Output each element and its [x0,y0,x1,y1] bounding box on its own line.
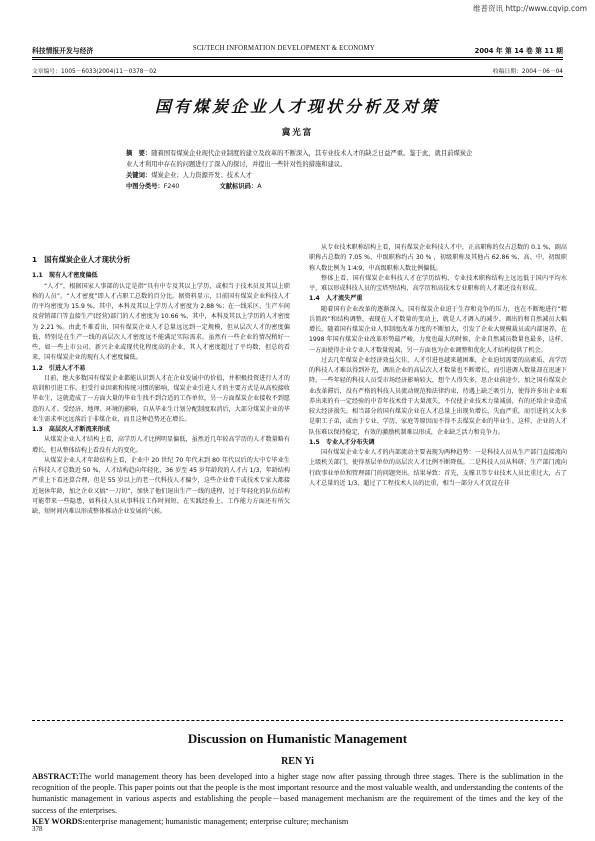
subsection-1-1: 1.1 现有人才密度偏低 [32,272,98,280]
class-label: 中图分类号： [126,183,164,190]
english-keywords-text: enterprise management; humanistic management; enterprise culture; mechanism [85,816,349,826]
paragraph: 从煤炭企业人才年龄结构上看，企业中 20 世纪 70 年代末到 80 年代以后的大中专毕业生占科技人才总数近 50 %，人才结构趋向年轻化，36 岁至 45 岁年龄段的人才占 1/3，年龄结构严重上下看还算合理，但是 55 岁以上的老一代科技人才偏少，这些企业骨干或技术专家大都接近退休年龄，加之企业又搞“一刀切”，加快了他们退出生产一线的进程，过于年轻化的队伍结构可能带来一些隐患，如科技人员从事科技工作时间短，在实践经验上、工作能力方面还有所欠缺，短时间内难以形成整体推动企业发展的气候。 [32,456,290,515]
paragraph: 随着国有企业改革的逐渐深入，国有煤炭企业迫于生存和竞争的压力，也在不断地进行“精兵简政”和结构调整，表现在人才数量的变动上，就是人才调入的减少、调出的和自然减员大幅增长。随着国有煤炭企业人事制度改革力度的不断加大，引发了企业大规模裁员或内部退养，在 1998 年国有煤炭企业改革形势最严峻，力度也最大的时候，企业自然减员数量也最多，这样，一方面使得企业专业人才数量锐减，另一方面也为企业调整和优化人才结构提供了机会。 [309,305,567,354]
article-meta [32,66,563,75]
subsection-1-4: 1.4 人才流失严重 [309,295,363,303]
paragraph: “人才”，根据国家人事部的认定是指“具有中专及其以上学历，或相当于技术员及其以上职称的人员”。“人才密度”即人才占职工总数的百分比。据资料显示，目前国有煤炭企业科技人才的平均密度为 15.9 %，其中，本科及其以上学历人才密度为 2.88 %；在一线采区、生产车间及营销部门等直接生产(经营)部门的人才密度为 10.66 %，其中，本科及其以上学历的人才密度为 2.21 %。由此不难看出，国有煤炭企业人才总量远远到一定规模，但从层次人才的密度偏低，特别是在生产一线的高层次人才密度远不能满足实际需求。虽然有一些企业的情况稍好一些，如一些上市公司、新兴企业或现代化程度高的企业，其人才密度超过了平均数，但总的看来，国有煤炭企业的现有人才密度偏低。 [32,282,290,362]
chinese-abstract [126,148,476,192]
header-rule-thin [32,59,563,60]
subsection-1-3: 1.3 高层次人才断流来形成 [32,426,110,433]
journal-name: 科技情报开发与经济 [32,47,94,55]
header-rule [32,57,563,58]
keywords-label: 关键词： [126,172,152,179]
subsection-1-2: 1.2 引进人才不易 [32,364,86,372]
paper-author: 冀光富 [281,128,314,138]
journal-english-name: SCI/TECH INFORMATION DEVELOPMENT & ECONOMY [192,45,375,52]
english-keywords-row [32,816,563,827]
source-watermark: 维普资讯 http://www.cqvip.com [472,4,587,13]
paragraph: 过去几年煤炭企业经济效益欠佳，人才引进也越来越困难，企业迫切需要的高素质、高学历的科技人才难以得到补充，调出企业的高层次人才数量也不断增长，而引进调入数量却在迅速下降。一些年轻的科技人员受市场经济影响较大，想个人得失多，思企业前途少，加之国有煤炭企业改革滞后，没有严格的科技人员流动规范和法律约束，待遇上缺乏吸引力，使得许多出企业难养出来的有一定经验的中青年技术骨干大量流失，不仅使企业技术力量减弱，有的还给企业造成较大经济损失。相当部分的国有煤炭企业在人才总量上出现负增长，失血严重，而引进的又大多是职工子弟，或由于专业、学历、家庭等原因而不得不去煤炭企业的毕业生。这样，企业的人才队伍难以保持稳定，有效的激励机制难以形成，企业缺乏活力和竞争力。 [309,356,567,436]
english-title: Discussion on Humanistic Management [187,731,408,746]
english-keywords-label: KEY WORDS: [32,816,85,826]
abstract-body [126,148,476,170]
document-code [219,181,261,192]
right-column [309,243,567,489]
classification-row [126,181,476,192]
paragraph: 整体上看，国有煤炭企业科技人才在学历结构、专业技术职称结构上远远低于国内平均水平，难以形成科技人员的宝塔型结构，高学历和高技术专业职称的人才都还没有形成。 [309,274,567,292]
running-header [32,45,563,55]
class-value: F240 [163,183,180,190]
article-number: 文章编号：1005－6033(2004)11－0378－02 [32,69,157,75]
doc-value: A [257,183,262,190]
left-column [32,253,290,517]
abstract-text: 随着国有煤炭企业现代企业制度的建立及改革的不断深入，其专业技术人才的缺乏日益严重。鉴于此，就目前煤炭企业人才利用中存在的问题进行了深入的探讨，并提出一些针对性的措施和建议。 [126,150,473,168]
subsection-1-5: 1.5 专业人才分布失调 [309,438,375,446]
paragraph: 从专业技术职称结构上看，国有煤炭企业科技人才中，正高职称的仅占总数的 0.1 %，副高职称占总数的 7.05 %，中级职称约占 30 % ，初级职称及其他占 62.86 %，高、中、初级职称人数比例为 1∶4∶9，中高级职称人数比例偏低。 [309,244,567,272]
section-divider [32,720,563,721]
keywords-text: 煤炭企业；人力资源开发；技术人才 [151,172,252,179]
section-heading-1: 1 国有煤炭企业人才现状分析 [32,255,131,264]
doc-label: 文献标识码： [219,183,258,190]
keywords-row [126,170,476,181]
english-author: REN Yi [281,756,314,767]
received-date: 收稿日期：2004－06－04 [492,69,563,75]
paragraph: 目前，绝大多数国有煤炭企业都能认识到人才在企业发展中的价值，并积极投资进行人才的培训和引进工作。但受行业因素和传统习惯的影响，煤炭企业引进人才的主要方式是从高校接收毕业生，这就造成了一方面大量的毕业生找不到合适的工作单位，另一方面煤炭企业接收不到愿意的人才。受经济、地理、环境的影响，自从毕业生计划分配制度取消后，大部分煤炭企业的毕业生需求率远远落后于非煤企业，而且这种趋势还在增长。 [32,374,290,423]
meta-rule [32,76,563,77]
english-abstract-label: ABSTRACT: [32,772,79,781]
english-abstract-text: The world management theory has been developed into a higher stage now after passing through three stages. There is the sublimation in the recognition of the people. This paper points out that the people is the most important resource and the most valuable wealth, and understanding the contents of the humanistic management in various aspects and establishing the people－based management mechanism are the requirement of the times and the key of the success of the enterprises. [32,772,563,815]
page-number: 378 [32,825,43,833]
issue-info: 2004 年 第 14 卷 第 11 期 [474,47,563,55]
english-abstract [32,771,563,827]
class-number [126,181,179,192]
english-abstract-body [32,771,563,816]
abstract-label: 摘 要： [126,150,152,157]
paper-title: 国有煤炭企业人才现状分析及对策 [154,97,440,116]
paragraph: 从煤炭企业人才结构上看，高学历人才比例明显偏低，虽然近几年较高学历的人才数量略有增长，但从整体结构上看没有大的变化。 [32,436,290,454]
paragraph: 国有煤炭企业专业人才的内部流动主要表现为两种趋势：一是科技人员从生产部门直接流向上级机关部门，使得基层单位的高层次人才比例不断降低。二是科技人员从科研、生产部门流向行政事业单位和管理部门的问题突出。结果导致：首先，支撑卫等专业技术人员比重过大，占了人才总量的近 1/3，超过了工程技术人员的比重，相当一部分人才沉淀在非 [309,449,567,487]
